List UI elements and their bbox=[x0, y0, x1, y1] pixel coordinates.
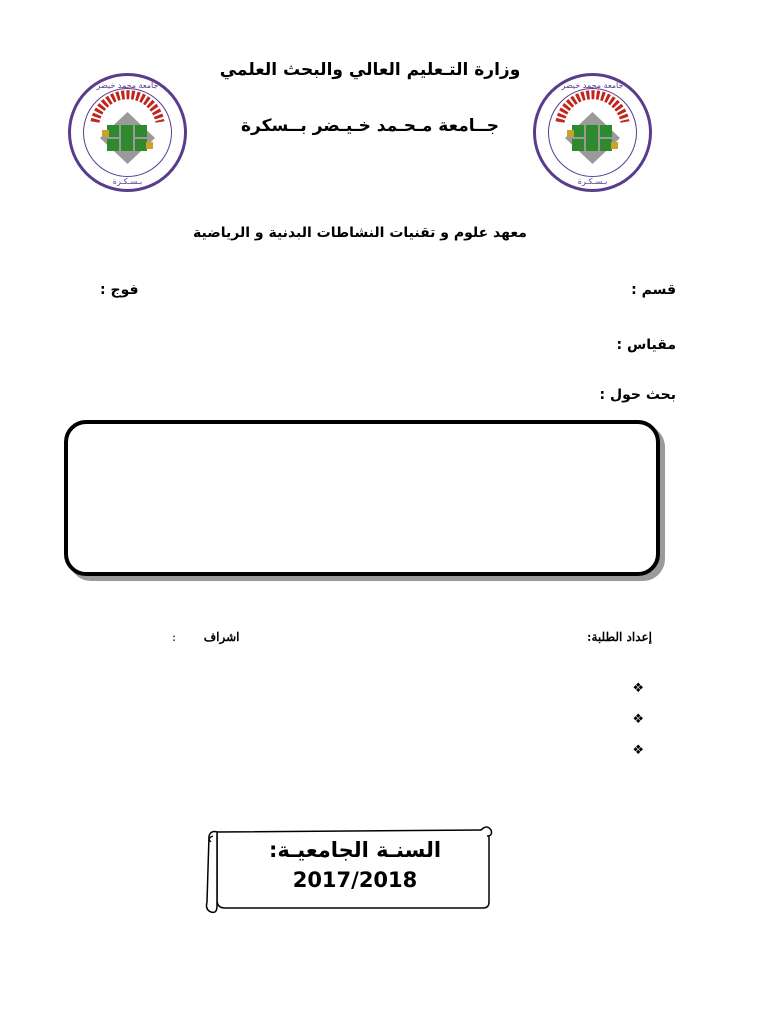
logo-bottom-text: بـسـكـرة bbox=[112, 177, 143, 186]
logo-top-text: جامعة محمد خيضر bbox=[96, 81, 159, 90]
university-logo-left bbox=[65, 70, 190, 195]
university-logo-right bbox=[530, 70, 655, 195]
university-logo-icon bbox=[70, 75, 186, 191]
university-logo-icon bbox=[535, 75, 651, 191]
group-label: فوج : bbox=[100, 282, 139, 298]
supervision-colon: : bbox=[172, 630, 177, 644]
module-label: مقياس : bbox=[616, 337, 676, 353]
logo-top-text: جامعة محمد خيضر bbox=[561, 81, 624, 90]
logo-bottom-text: بـسـكـرة bbox=[577, 177, 608, 186]
students-list bbox=[632, 673, 644, 766]
diamond-bullet-icon: ❖ bbox=[632, 743, 644, 758]
students-label: إعداد الطلبة: bbox=[587, 630, 652, 644]
institute-title: معهد علوم و تقنيات النشاطات البدنية و الرياضية bbox=[193, 225, 527, 241]
department-label: قسم : bbox=[631, 282, 676, 298]
academic-year-value: 2017/2018 bbox=[292, 868, 418, 892]
research-title-box bbox=[64, 420, 660, 576]
supervision-line bbox=[172, 630, 240, 644]
university-title: جــامعة مـحـمد خـيـضر بــسكرة bbox=[241, 116, 499, 136]
ministry-title: وزارة التـعليم العالي والبحث العلمي bbox=[219, 60, 521, 80]
diamond-bullet-icon: ❖ bbox=[632, 681, 644, 696]
supervision-label: اشراف bbox=[203, 630, 240, 644]
research-topic-label: بحث حول : bbox=[599, 387, 676, 403]
academic-year-label: السنـة الجامعيـة: bbox=[268, 838, 442, 862]
diamond-bullet-icon: ❖ bbox=[632, 712, 644, 727]
